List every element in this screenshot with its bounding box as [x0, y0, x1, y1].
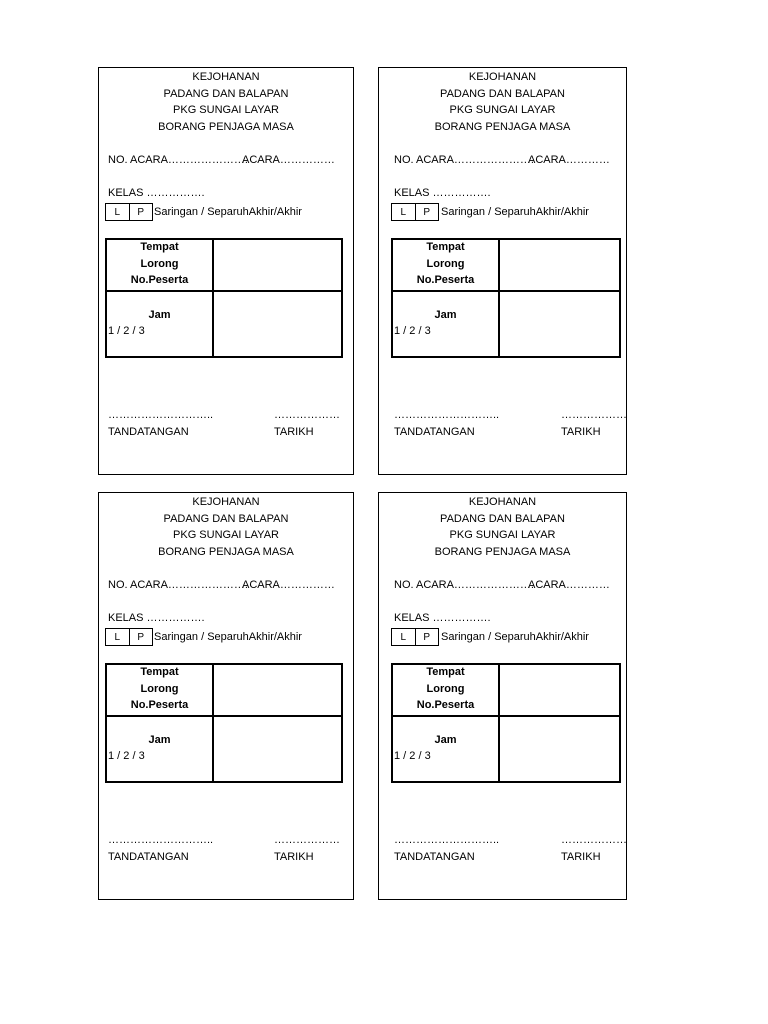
gender-option-l[interactable]: L: [114, 631, 121, 643]
title-line: PADANG DAN BALAPAN: [440, 87, 565, 100]
kelas-field[interactable]: KELAS …………….: [394, 612, 491, 624]
gender-option-p[interactable]: P: [415, 204, 439, 220]
date-line[interactable]: ………………: [274, 834, 340, 846]
gender-option-l[interactable]: L: [114, 206, 121, 218]
timekeeper-form-card: [98, 67, 354, 475]
date-line[interactable]: ………………: [561, 409, 627, 421]
jam-entry-cell[interactable]: [500, 292, 619, 356]
no-peserta-label: No.Peserta: [416, 274, 475, 286]
form-title: [99, 69, 353, 135]
kelas-field[interactable]: KELAS …………….: [394, 187, 491, 199]
tarikh-label: TARIKH: [561, 426, 601, 438]
attempt-numbers: 1 / 2 / 3: [394, 750, 431, 762]
gender-selector: [391, 628, 439, 646]
jam-entry-cell[interactable]: [500, 717, 619, 781]
timekeeper-form-card: [378, 492, 627, 900]
gender-selector: [105, 628, 153, 646]
result-table: [391, 238, 621, 358]
signature-line[interactable]: ………………………..: [394, 834, 500, 846]
jam-label: Jam: [148, 734, 171, 746]
title-line: PADANG DAN BALAPAN: [163, 512, 289, 525]
title-line: BORANG PENJAGA MASA: [158, 120, 294, 133]
tempat-label: Tempat: [426, 241, 465, 253]
title-line: BORANG PENJAGA MASA: [158, 545, 294, 558]
tandatangan-label: TANDATANGAN: [108, 426, 189, 438]
acara-field[interactable]: ACARA……………: [242, 579, 335, 591]
jam-label: Jam: [434, 309, 457, 321]
title-line: BORANG PENJAGA MASA: [434, 120, 571, 133]
tempat-lorong-header: [107, 239, 212, 289]
acara-field[interactable]: ACARA…………: [528, 154, 610, 166]
no-peserta-label: No.Peserta: [130, 699, 189, 711]
timekeeper-form-card: [378, 67, 627, 475]
title-line: PKG SUNGAI LAYAR: [173, 529, 279, 542]
date-line[interactable]: ………………: [561, 834, 627, 846]
tempat-lorong-header: [393, 664, 498, 714]
tandatangan-label: TANDATANGAN: [394, 851, 475, 863]
stage-options: Saringan / SeparuhAkhir/Akhir: [154, 631, 302, 643]
no-acara-field[interactable]: NO. ACARA………………….: [394, 579, 534, 591]
gender-selector: [391, 203, 439, 221]
jam-entry-cell[interactable]: [214, 717, 341, 781]
gender-selector: [105, 203, 153, 221]
signature-line[interactable]: ………………………..: [394, 409, 500, 421]
title-line: PADANG DAN BALAPAN: [163, 87, 289, 100]
title-line: KEJOHANAN: [468, 71, 537, 83]
title-line: KEJOHANAN: [468, 496, 537, 508]
result-table: [105, 238, 343, 358]
jam-label: Jam: [434, 734, 457, 746]
no-acara-field[interactable]: NO. ACARA………………….: [108, 579, 248, 591]
lorong-label: Lorong: [426, 682, 465, 695]
kelas-field[interactable]: KELAS …………….: [108, 187, 205, 199]
title-line: PADANG DAN BALAPAN: [440, 512, 565, 525]
jam-entry-cell[interactable]: [214, 292, 341, 356]
form-title: [99, 494, 353, 560]
tandatangan-label: TANDATANGAN: [108, 851, 189, 863]
gender-option-p[interactable]: P: [129, 204, 153, 220]
tempat-entry-cell[interactable]: [214, 665, 341, 715]
tempat-label: Tempat: [140, 666, 179, 678]
tempat-label: Tempat: [140, 241, 179, 253]
tempat-lorong-header: [393, 239, 498, 289]
no-acara-field[interactable]: NO. ACARA………………….: [394, 154, 534, 166]
tandatangan-label: TANDATANGAN: [394, 426, 475, 438]
stage-options: Saringan / SeparuhAkhir/Akhir: [441, 206, 589, 218]
no-peserta-label: No.Peserta: [130, 274, 189, 286]
result-table: [391, 663, 621, 783]
kelas-field[interactable]: KELAS …………….: [108, 612, 205, 624]
timekeeper-form-card: [98, 492, 354, 900]
tempat-entry-cell[interactable]: [500, 665, 619, 715]
acara-field[interactable]: ACARA……………: [242, 154, 335, 166]
lorong-label: Lorong: [140, 682, 179, 695]
gender-option-l[interactable]: L: [400, 631, 407, 643]
tempat-lorong-header: [107, 664, 212, 714]
tarikh-label: TARIKH: [274, 851, 314, 863]
tempat-entry-cell[interactable]: [500, 240, 619, 290]
tarikh-label: TARIKH: [274, 426, 314, 438]
signature-line[interactable]: ………………………..: [108, 409, 214, 421]
lorong-label: Lorong: [140, 257, 179, 270]
title-line: KEJOHANAN: [192, 496, 260, 508]
form-title: [379, 494, 626, 560]
attempt-numbers: 1 / 2 / 3: [108, 750, 145, 762]
stage-options: Saringan / SeparuhAkhir/Akhir: [441, 631, 589, 643]
date-line[interactable]: ………………: [274, 409, 340, 421]
title-line: PKG SUNGAI LAYAR: [173, 104, 279, 117]
gender-option-p[interactable]: P: [129, 629, 153, 645]
form-title: [379, 69, 626, 135]
gender-option-p[interactable]: P: [415, 629, 439, 645]
tarikh-label: TARIKH: [561, 851, 601, 863]
result-table: [105, 663, 343, 783]
title-line: KEJOHANAN: [192, 71, 260, 83]
title-line: PKG SUNGAI LAYAR: [449, 104, 556, 117]
tempat-entry-cell[interactable]: [214, 240, 341, 290]
tempat-label: Tempat: [426, 666, 465, 678]
title-line: PKG SUNGAI LAYAR: [449, 529, 556, 542]
stage-options: Saringan / SeparuhAkhir/Akhir: [154, 206, 302, 218]
no-peserta-label: No.Peserta: [416, 699, 475, 711]
attempt-numbers: 1 / 2 / 3: [394, 325, 431, 337]
acara-field[interactable]: ACARA…………: [528, 579, 610, 591]
lorong-label: Lorong: [426, 257, 465, 270]
signature-line[interactable]: ………………………..: [108, 834, 214, 846]
gender-option-l[interactable]: L: [400, 206, 407, 218]
attempt-numbers: 1 / 2 / 3: [108, 325, 145, 337]
jam-label: Jam: [148, 309, 171, 321]
title-line: BORANG PENJAGA MASA: [434, 545, 571, 558]
no-acara-field[interactable]: NO. ACARA………………….: [108, 154, 248, 166]
